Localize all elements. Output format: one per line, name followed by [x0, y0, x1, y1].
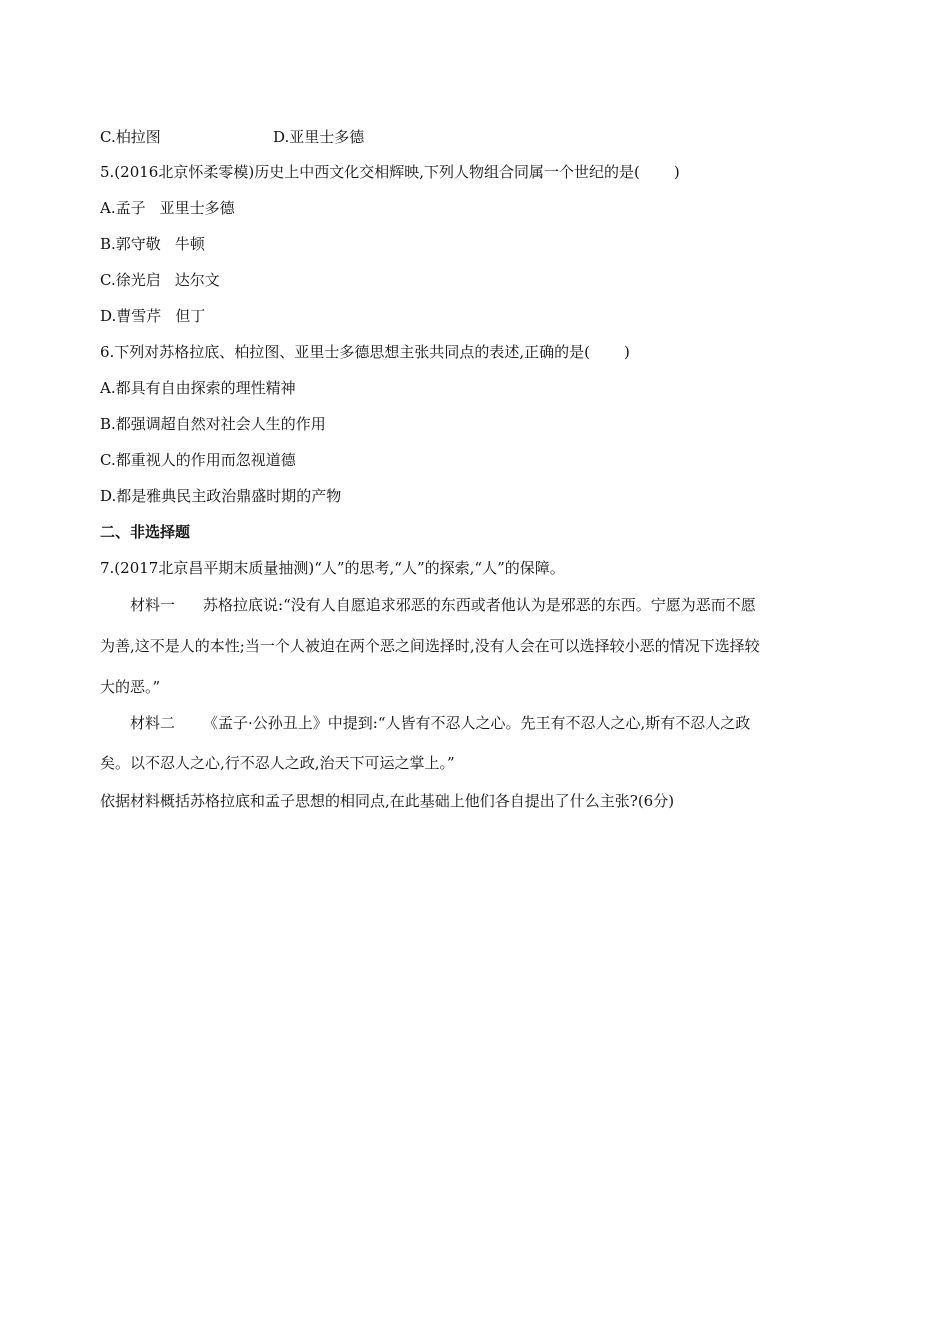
option-person-2: 牛顿: [174, 235, 205, 253]
q5-option-c: [100, 270, 220, 290]
q7-material2-line2: 矣。以不忍人之心,行不忍人之政,治天下可运之掌上。”: [100, 754, 455, 772]
material-text: 苏格拉底说:“没有人自愿追求邪恶的东西或者他认为是邪恶的东西。宁愿为恶而不愿: [203, 596, 756, 614]
material-label: 材料一: [130, 596, 176, 614]
q4-option-c: C.柏拉图: [100, 128, 161, 146]
material-label: 材料二: [130, 714, 176, 732]
q7-material1-line2: 为善,这不是人的本性;当一个人被迫在两个恶之间选择时,没有人会在可以选择较小恶的情况下选择较: [100, 637, 760, 655]
q6-option-b: B.都强调超自然对社会人生的作用: [100, 415, 326, 433]
q7-question: 依据材料概括苏格拉底和孟子思想的相同点,在此基础上他们各自提出了什么主张?(6分): [100, 792, 675, 810]
q5-stem: [100, 162, 680, 182]
option-person-2: 但丁: [175, 307, 206, 325]
option-person-2: 达尔文: [174, 271, 220, 289]
q6-option-c: C.都重视人的作用而忽视道德: [100, 451, 296, 469]
option-person-2: 亚里士多德: [159, 199, 235, 217]
option-person-1: 郭守敬: [115, 235, 161, 253]
q6-stem-close: ): [623, 343, 630, 361]
q5-stem-close: ): [673, 163, 680, 181]
q5-option-d: [100, 306, 205, 326]
q7-material1-line3: 大的恶。”: [100, 678, 161, 696]
q6-stem-text: 6.下列对苏格拉底、柏拉图、亚里士多德思想主张共同点的表述,正确的是(: [100, 343, 590, 361]
material-text: 《孟子·公孙丑上》中提到:“人皆有不忍人之心。先王有不忍人之心,斯有不忍人之政: [203, 714, 751, 732]
q7-material2-line1: [130, 713, 750, 733]
q5-option-a: [100, 198, 235, 218]
option-letter: B.: [100, 235, 116, 253]
q6-option-d: D.都是雅典民主政治鼎盛时期的产物: [100, 487, 342, 505]
section-title: 二、非选择题: [100, 523, 191, 541]
q7-material1-line1: [130, 595, 756, 615]
option-person-1: 徐光启: [115, 271, 161, 289]
option-letter: D.: [100, 307, 117, 325]
option-person-1: 孟子: [115, 199, 146, 217]
q5-option-b: [100, 234, 205, 254]
option-person-1: 曹雪芹: [116, 307, 162, 325]
option-letter: A.: [100, 199, 116, 217]
q5-stem-text: 5.(2016北京怀柔零模)历史上中西文化交相辉映,下列人物组合同属一个世纪的是(: [100, 163, 640, 181]
q6-option-a: A.都具有自由探索的理性精神: [100, 379, 296, 397]
q7-stem: 7.(2017北京昌平期末质量抽测)“人”的思考,“人”的探索,“人”的保障。: [100, 559, 565, 577]
option-letter: C.: [100, 271, 116, 289]
q6-stem: [100, 342, 630, 362]
q4-option-d: D.亚里士多德: [273, 128, 365, 146]
